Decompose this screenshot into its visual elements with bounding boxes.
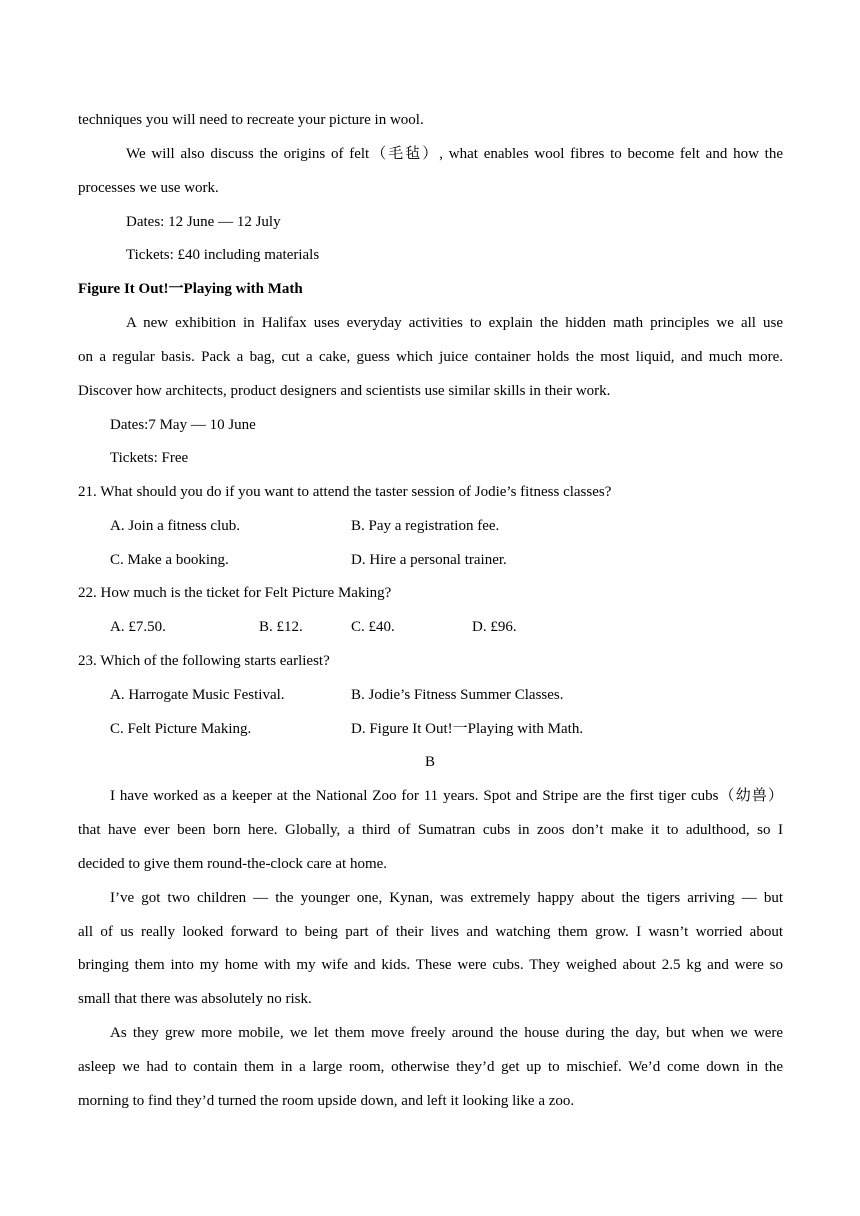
question-23-option-b: B. Jodie’s Fitness Summer Classes. bbox=[351, 687, 564, 703]
felt-dates: Dates: 12 June — 12 July bbox=[126, 214, 281, 230]
felt-paragraph-1-line-1: techniques you will need to recreate your picture in wool. bbox=[78, 112, 424, 128]
section-b-paragraph-2-line-3: bringing them into my home with my wife and kids. These were cubs. They weighed about 2.5 kg and were so bbox=[78, 957, 783, 973]
question-22-option-d: D. £96. bbox=[472, 619, 517, 635]
question-23-stem: 23. Which of the following starts earliest? bbox=[78, 653, 330, 669]
question-21-stem: 21. What should you do if you want to attend the taster session of Jodie’s fitness classes? bbox=[78, 484, 612, 500]
question-21-option-a: A. Join a fitness club. bbox=[110, 518, 240, 534]
question-23-option-d: D. Figure It Out!一Playing with Math. bbox=[351, 721, 584, 737]
question-21-option-d: D. Hire a personal trainer. bbox=[351, 552, 507, 568]
math-tickets: Tickets: Free bbox=[110, 450, 189, 466]
section-b-paragraph-3-line-1: As they grew more mobile, we let them move freely around the house during the day, but when we were bbox=[110, 1025, 783, 1041]
question-23-option-a: A. Harrogate Music Festival. bbox=[110, 687, 285, 703]
felt-tickets: Tickets: £40 including materials bbox=[126, 247, 320, 263]
section-b-paragraph-1-line-3: decided to give them round-the-clock care at home. bbox=[78, 856, 388, 872]
felt-paragraph-2-line-1: We will also discuss the origins of felt（毛毡）, what enables wool fibres to become felt and how the bbox=[126, 146, 783, 162]
question-22-option-a: A. £7.50. bbox=[110, 619, 166, 635]
section-b-paragraph-2-line-1: I’ve got two children — the younger one, Kynan, was extremely happy about the tigers arriving — but bbox=[110, 890, 783, 906]
math-dates: Dates:7 May — 10 June bbox=[110, 417, 256, 433]
question-22-stem: 22. How much is the ticket for Felt Picture Making? bbox=[78, 585, 392, 601]
felt-paragraph-2-line-2: processes we use work. bbox=[78, 180, 219, 196]
section-b-label: B bbox=[424, 754, 435, 770]
section-b-paragraph-2-line-2: all of us really looked forward to being part of their lives and watching them grow. I wasn’t worried about bbox=[78, 924, 783, 940]
section-b-paragraph-3-line-2: asleep we had to contain them in a large room, otherwise they’d get up to mischief. We’d come down in the bbox=[78, 1059, 783, 1075]
question-21-option-b: B. Pay a registration fee. bbox=[351, 518, 500, 534]
math-paragraph-line-2: on a regular basis. Pack a bag, cut a cake, guess which juice container holds the most liquid, and much more. bbox=[78, 349, 783, 365]
math-paragraph-line-1: A new exhibition in Halifax uses everyday activities to explain the hidden math principles we all use bbox=[126, 315, 783, 331]
question-22-option-b: B. £12. bbox=[259, 619, 303, 635]
math-paragraph-line-3: Discover how architects, product designers and scientists use similar skills in their work. bbox=[78, 383, 611, 399]
question-21-option-c: C. Make a booking. bbox=[110, 552, 229, 568]
math-section-title: Figure It Out!一Playing with Math bbox=[78, 281, 303, 297]
section-b-paragraph-1-line-2: that have ever been born here. Globally, a third of Sumatran cubs in zoos don’t make it to adulthood, so I bbox=[78, 822, 783, 838]
section-b-paragraph-1-line-1: I have worked as a keeper at the National Zoo for 11 years. Spot and Stripe are the first tiger cubs（幼兽） bbox=[110, 788, 783, 804]
section-b-paragraph-2-line-4: small that there was absolutely no risk. bbox=[78, 991, 312, 1007]
section-b-paragraph-3-line-3: morning to find they’d turned the room upside down, and left it looking like a zoo. bbox=[78, 1093, 575, 1109]
question-22-option-c: C. £40. bbox=[351, 619, 395, 635]
question-23-option-c: C. Felt Picture Making. bbox=[110, 721, 252, 737]
